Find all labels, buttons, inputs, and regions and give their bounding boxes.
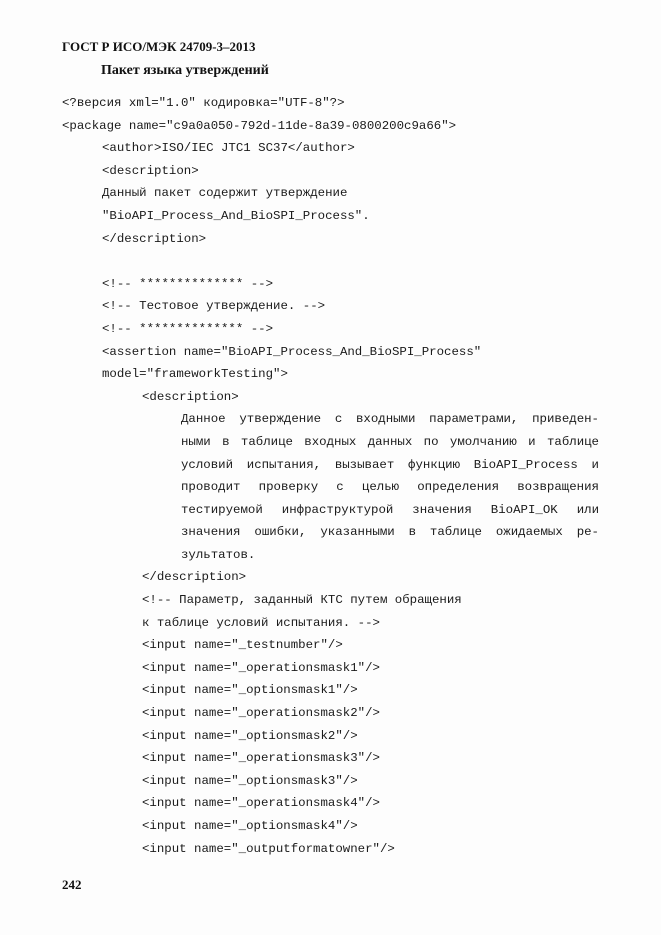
- code-line: зультатов.: [181, 547, 256, 562]
- code-line: <input name="_operationsmask1"/>: [142, 660, 380, 675]
- code-line: </description>: [102, 231, 207, 246]
- standard-header: ГОСТ Р ИСО/МЭК 24709-3–2013: [62, 39, 256, 54]
- code-line: <package name="c9a0a050-792d-11de-8a39-0800200c9a66">: [62, 118, 457, 133]
- code-line: к таблице условий испытания. -->: [142, 615, 380, 630]
- code-line: <author>ISO/IEC JTC1 SC37</author>: [102, 141, 355, 156]
- code-line: ными в таблице входных данных по умолчанию и таблице: [181, 434, 599, 449]
- code-line: <input name="_testnumber"/>: [142, 638, 343, 653]
- code-line: <description>: [142, 389, 239, 404]
- code-line: <input name="_operationsmask2"/>: [142, 706, 380, 721]
- code-line: <!-- Параметр, заданный КТС путем обращения: [142, 593, 462, 608]
- code-line: model="frameworkTesting">: [102, 367, 288, 382]
- code-line: <input name="_optionsmask4"/>: [142, 819, 358, 833]
- code-line: <input name="_outputformatowner"/>: [142, 841, 395, 856]
- code-line: <input name="_operationsmask3"/>: [142, 751, 380, 766]
- code-line: Данное утверждение с входными параметрами, приведен-: [181, 412, 599, 427]
- code-line: проводит проверку с целью определения возвращения: [181, 480, 599, 495]
- code-line: Данный пакет содержит утверждение: [102, 186, 348, 201]
- code-line: <input name="_optionsmask1"/>: [142, 683, 358, 698]
- code-line: значения ошибки, указанными в таблице ожидаемых ре-: [181, 525, 599, 540]
- code-line: </description>: [142, 570, 247, 585]
- code-line: [0, 250, 661, 273]
- code-line: <!-- ************** -->: [102, 276, 274, 291]
- code-line: тестируемой инфраструктурой значения BioAPI_OK или: [181, 502, 599, 517]
- section-title: Пакет языка утверждений: [101, 63, 269, 78]
- code-listing: [0, 92, 661, 860]
- code-line: <input name="_optionsmask2"/>: [142, 728, 358, 743]
- code-line: <input name="_operationsmask4"/>: [142, 796, 380, 811]
- code-line: <input name="_optionsmask3"/>: [142, 773, 358, 788]
- code-line: условий испытания, вызывает функцию BioAPI_Process и: [181, 457, 599, 472]
- code-line: <!-- Тестовое утверждение. -->: [102, 299, 326, 314]
- page-number: 242: [62, 877, 82, 892]
- code-line: <!-- ************** -->: [102, 321, 274, 336]
- code-line: <description>: [102, 163, 199, 178]
- code-line: "BioAPI_Process_And_BioSPI_Process".: [102, 208, 370, 223]
- code-line: <?версия xml="1.0" кодировка="UTF-8"?>: [62, 96, 345, 110]
- code-line: <assertion name="BioAPI_Process_And_BioSPI_Process": [102, 344, 482, 359]
